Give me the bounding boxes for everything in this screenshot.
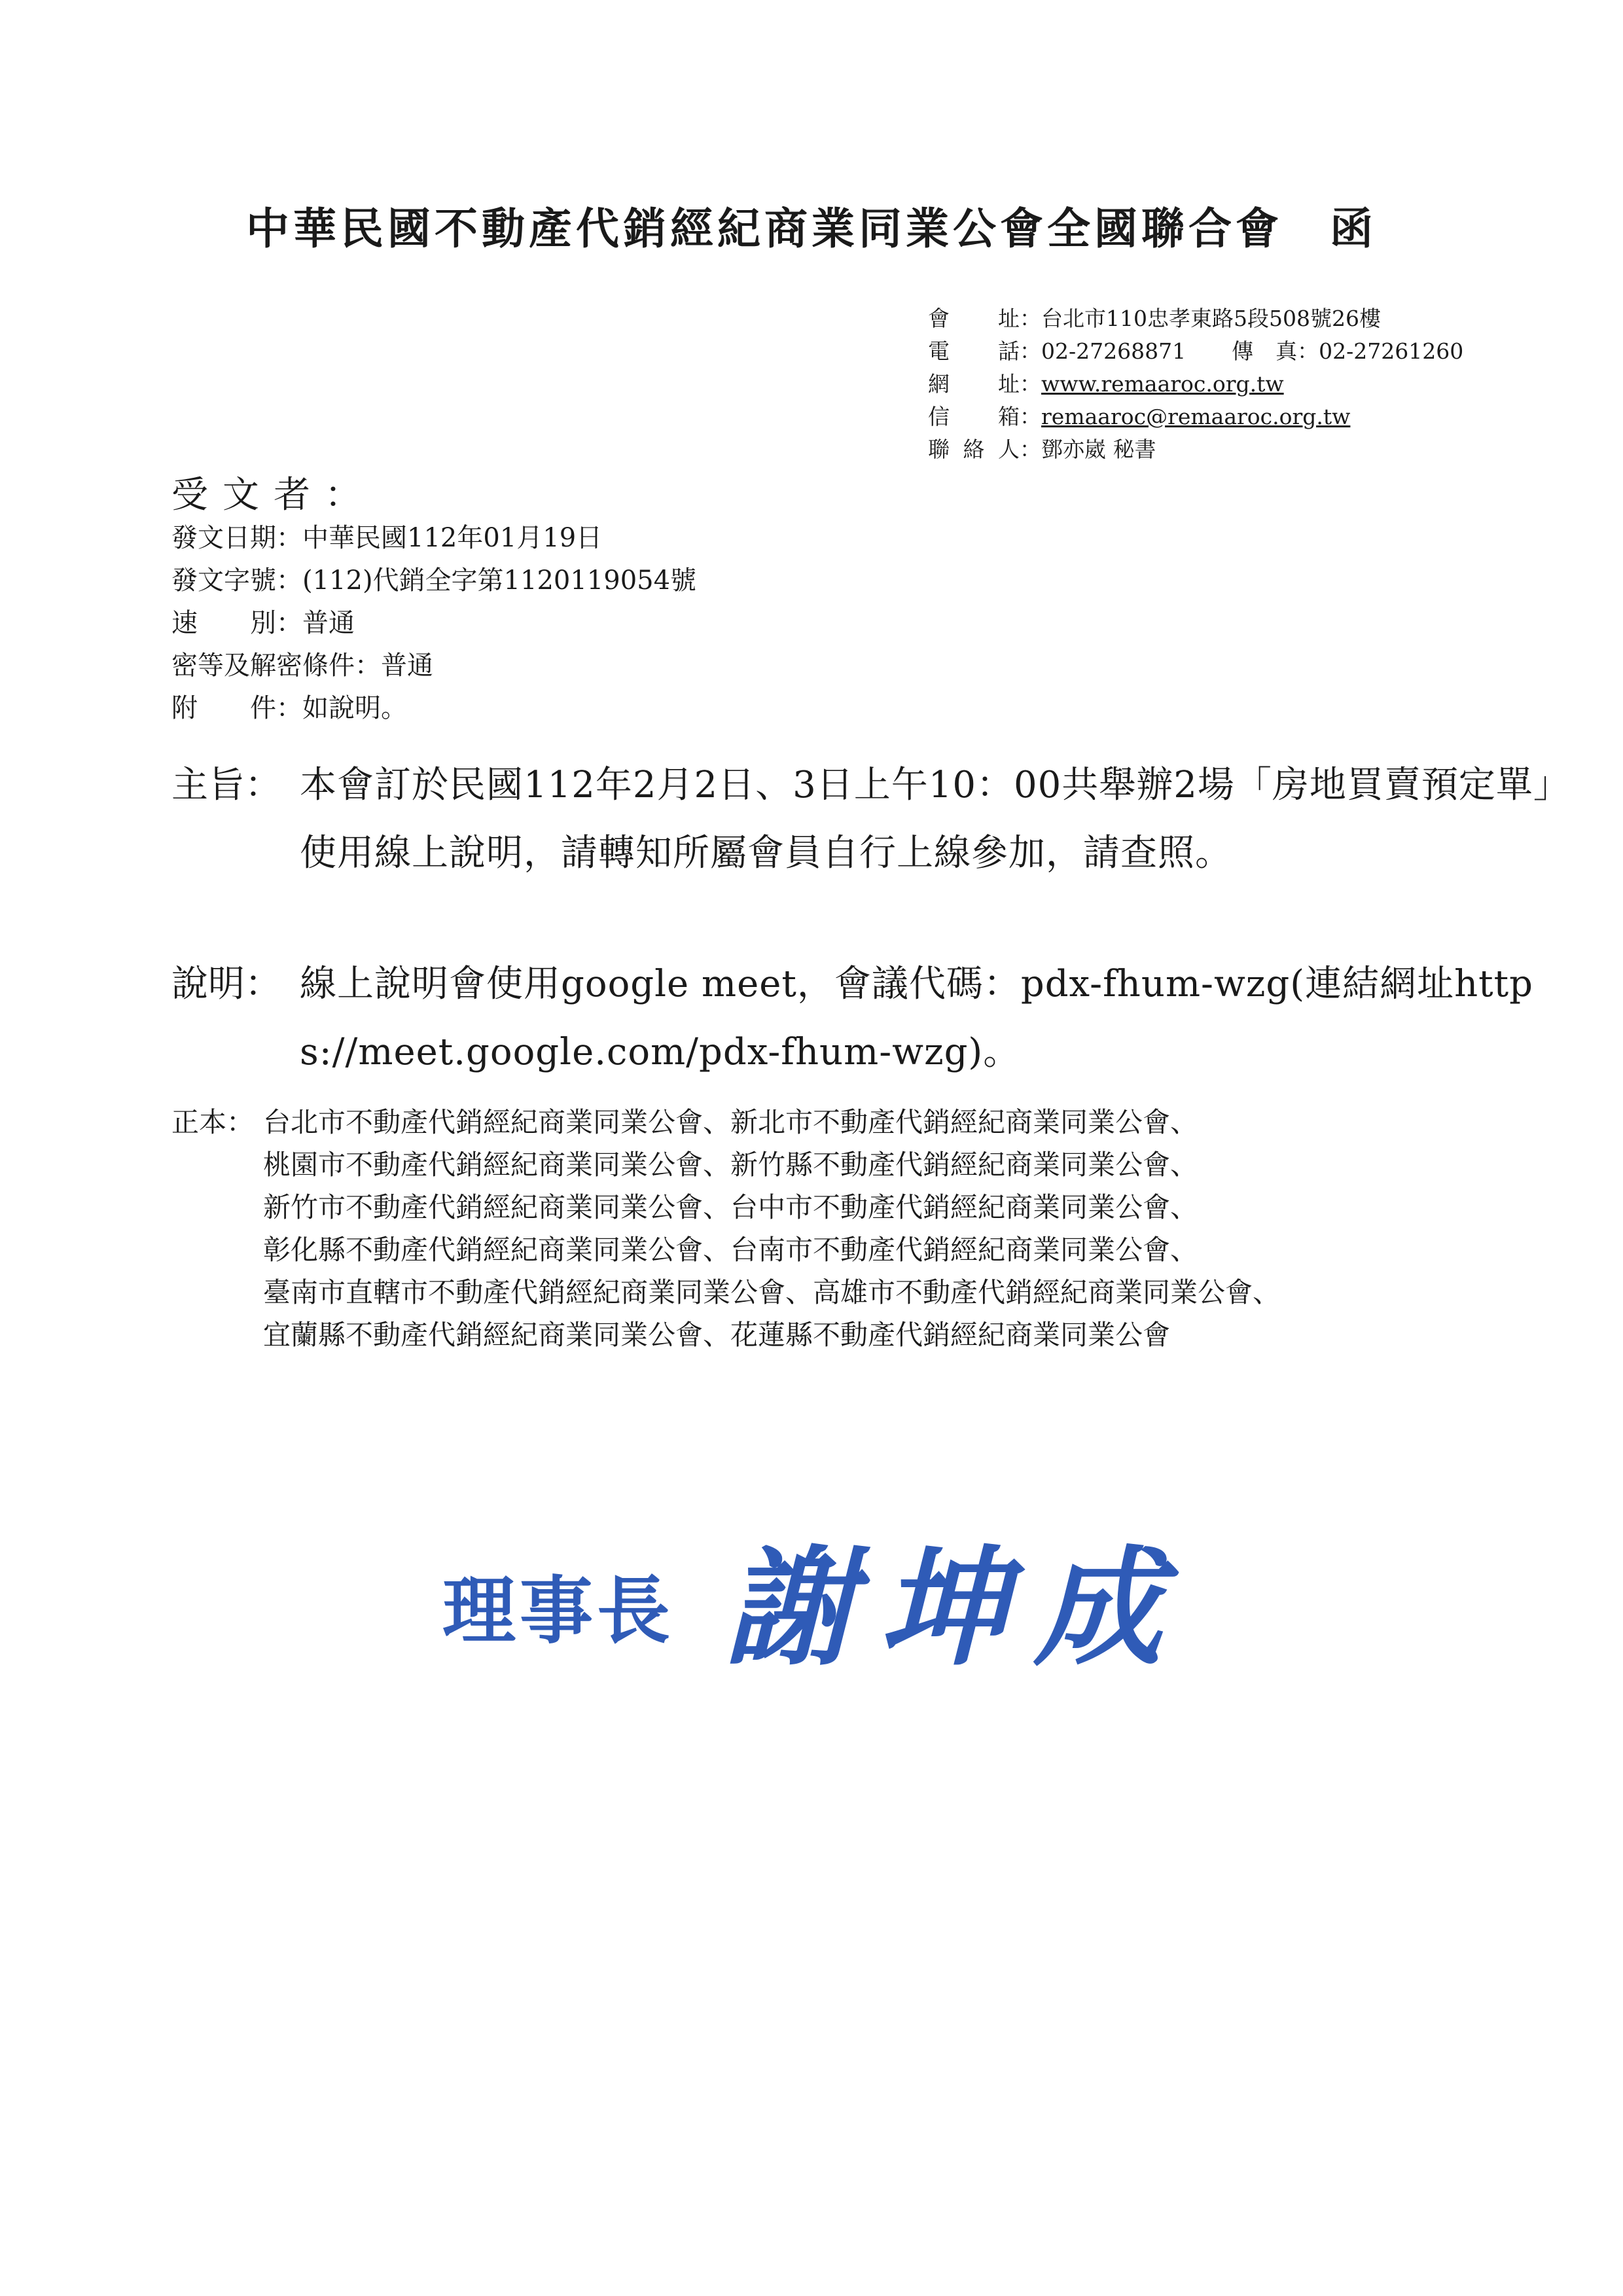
issue-date-row xyxy=(171,517,602,559)
contact-person-row xyxy=(928,433,1156,466)
security-label: 密等及解密條件 xyxy=(171,651,355,681)
distribution-line: 宜蘭縣不動產代銷經紀商業同業公會、花蓮縣不動產代銷經紀商業同業公會 xyxy=(263,1319,1171,1351)
fax-label: 傳真 xyxy=(1232,338,1298,364)
document-title: 中華民國不動產代銷經紀商業同業公會全國聯合會 函 xyxy=(246,203,1377,254)
distribution-list xyxy=(263,1101,1280,1356)
issue-date-label: 發文日期 xyxy=(171,523,276,553)
email-label: 信箱 xyxy=(928,404,1020,429)
speed-label: 速別 xyxy=(171,608,276,638)
document-number-row xyxy=(171,560,696,601)
distribution-line: 彰化縣不動產代銷經紀商業同業公會、台南市不動產代銷經紀商業同業公會、 xyxy=(263,1234,1198,1266)
contact-address-row xyxy=(928,302,1381,335)
explanation-paragraph xyxy=(171,950,1585,1086)
distribution-line: 台北市不動產代銷經紀商業同業公會、新北市不動產代銷經紀商業同業公會、 xyxy=(263,1106,1198,1138)
address-value: ：台北市110忠孝東路5段508號26樓 xyxy=(1020,306,1381,331)
contact-phone-row xyxy=(928,335,1463,368)
distribution-line: 桃園市不動產代銷經紀商業同業公會、新竹縣不動產代銷經紀商業同業公會、 xyxy=(263,1149,1198,1181)
distribution-block xyxy=(171,1101,1280,1356)
phone-label: 電話 xyxy=(928,338,1020,364)
distribution-line: 新竹市不動產代銷經紀商業同業公會、台中市不動產代銷經紀商業同業公會、 xyxy=(263,1191,1198,1223)
web-sep: ： xyxy=(1020,371,1041,397)
signature-name-stamp: 謝坤成 xyxy=(725,1533,1189,1683)
email-sep: ： xyxy=(1020,404,1041,429)
document-number-value: ：(112)代銷全字第1120119054號 xyxy=(276,565,697,596)
contact-person-label: 聯絡人 xyxy=(928,437,1020,462)
contact-web-row xyxy=(928,368,1284,401)
signature-title-stamp: 理事長 xyxy=(442,1568,674,1654)
attachment-row xyxy=(171,687,407,729)
recipient-label: 受文者： xyxy=(171,474,376,516)
subject-paragraph xyxy=(171,751,1585,888)
phone-value: ：02-27268871 xyxy=(1020,338,1186,364)
attachment-label: 附件 xyxy=(171,693,276,723)
subject-text: 本會訂於民國112年2月2日、3日上午10：00共舉辦2場「房地買賣預定單」使用線上說明，請轉知所屬會員自行上線參加，請查照。 xyxy=(300,764,1571,874)
subject-label: 主旨： xyxy=(171,764,281,806)
issue-date-value: ：中華民國112年01月19日 xyxy=(276,523,603,553)
address-label: 會址 xyxy=(928,306,1020,331)
contact-person-value: ：鄧亦崴 秘書 xyxy=(1020,437,1156,462)
security-row xyxy=(171,645,433,687)
web-label: 網址 xyxy=(928,371,1020,397)
explanation-text: 線上說明會使用google meet，會議代碼：pdx-fhum-wzg(連結網址https://meet.google.com/pdx-fhum-wzg)。 xyxy=(300,963,1534,1073)
fax-value: ：02-27261260 xyxy=(1297,338,1464,364)
distribution-label: 正本： xyxy=(171,1106,255,1138)
security-value: ：普通 xyxy=(355,651,433,681)
explanation-label: 說明： xyxy=(171,963,281,1005)
speed-row xyxy=(171,602,355,644)
speed-value: ：普通 xyxy=(276,608,355,638)
attachment-value: ：如說明。 xyxy=(276,693,407,723)
website-link[interactable]: www.remaaroc.org.tw xyxy=(1041,371,1284,397)
email-link[interactable]: remaaroc@remaaroc.org.tw xyxy=(1041,404,1351,429)
distribution-line: 臺南市直轄市不動產代銷經紀商業同業公會、高雄市不動產代銷經紀商業同業公會、 xyxy=(263,1276,1281,1308)
contact-email-row xyxy=(928,401,1350,433)
document-number-label: 發文字號 xyxy=(171,565,276,596)
